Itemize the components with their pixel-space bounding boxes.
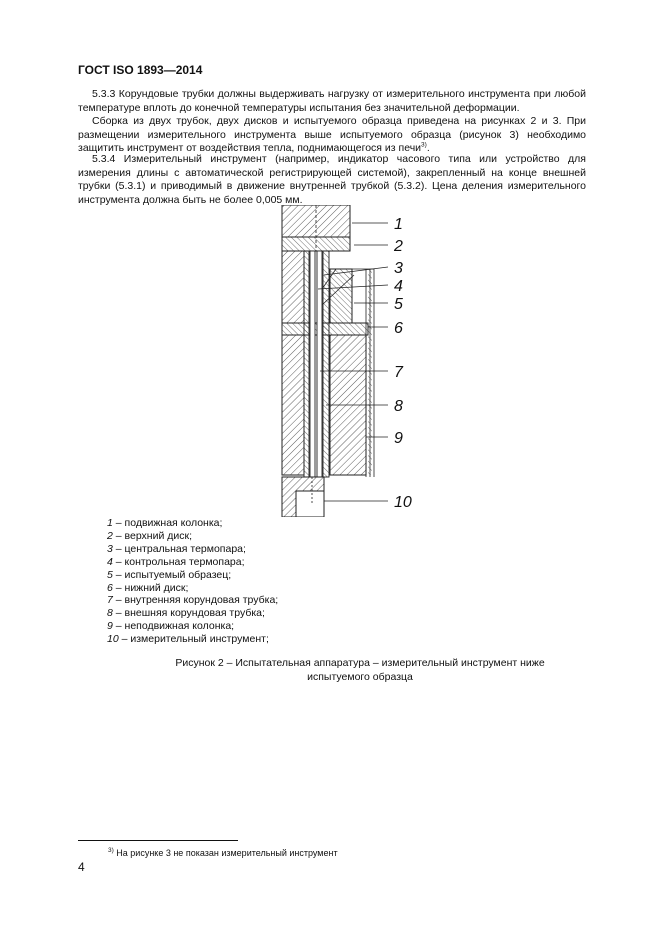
legend-item: 1 – подвижная колонка; [107, 517, 223, 529]
figure-label-5: 5 [394, 296, 403, 313]
apparatus-diagram [270, 205, 430, 517]
legend-item: 10 – измерительный инструмент; [107, 633, 269, 646]
footnote-divider [78, 840, 238, 841]
figure-label-10: 10 [394, 494, 412, 511]
measuring-instrument [296, 491, 324, 517]
legend-item: 5 – испытуемый образец; [107, 568, 232, 581]
inner-tube-wall [317, 251, 322, 477]
figure-label-1: 1 [394, 216, 403, 233]
legend-item: 8 – внешняя корундовая трубка; [107, 607, 265, 620]
fixed-column-left [282, 335, 304, 475]
test-specimen [330, 269, 352, 323]
figure-label-4: 4 [394, 278, 403, 295]
figure-label-3: 3 [394, 260, 403, 277]
figure-label-6: 6 [394, 320, 403, 337]
footnote-ref[interactable]: 3) [421, 141, 427, 149]
caption-line: Рисунок 2 – Испытательная аппаратура – измерительный инструмент ниже [175, 657, 545, 669]
caption-line: испытуемого образца [307, 670, 413, 683]
paragraph-text: 5.3.3 Корундовые трубки должны выдерживать нагрузку от измерительного инструмента при любой температуре вплоть до конечной температуры испытания без значительной деформации. [78, 88, 586, 114]
paragraph-5-3-4 [78, 153, 586, 207]
figure-label-7: 7 [394, 364, 403, 381]
footnote [108, 848, 338, 858]
legend-item: 9 – неподвижная колонка; [107, 620, 235, 633]
inner-tube [310, 251, 315, 477]
legend-item: 4 – контрольная термопара; [107, 555, 245, 568]
page-number: 4 [78, 860, 85, 874]
outer-tube-wall [323, 251, 329, 477]
figure-label-9: 9 [394, 430, 403, 447]
legend-item: 2 – верхний диск; [107, 529, 192, 542]
left-housing [282, 251, 304, 323]
footnote-text: На рисунке 3 не показан измерительный инструмент [113, 848, 338, 858]
figure-caption [100, 657, 620, 684]
paragraph-text: 5.3.4 Измерительный инструмент (например, индикатор часового типа или устройство для измерения длины с автоматической регистрирующей системой), закрепленный на конце внешней трубки (5.3.1) и приводимый в движение внутренней трубкой (5.3.2). Цена деления измерительного инструмента должна быть не более 0,005 мм. [78, 153, 586, 206]
document-header: ГОСТ ISO 1893—2014 [78, 63, 203, 77]
upper-disk [282, 237, 350, 251]
figure-label-2: 2 [394, 238, 403, 255]
legend-item: 6 – нижний диск; [107, 581, 189, 594]
paragraph-5-3-3 [78, 88, 586, 115]
figure-legend [107, 517, 278, 646]
legend-item: 3 – центральная термопара; [107, 542, 246, 555]
paragraph-assembly: Сборка из двух трубок, двух дисков и испытуемого образца приведена на рисунках 2 и 3. При размещении измерительного инструмента выше испытуемого образца (рисунок 3) необходимо защитить инструмент от воздействия тепла, поднимающегося из печи$^{3)}$. [78, 115, 586, 154]
figure-label-8: 8 [394, 398, 403, 415]
paragraph-text: Сборка из двух трубок, двух дисков и испытуемого образца приведена на рисунках 2 и 3. При размещении измерительного инструмента выше испытуемого образца (рисунок 3) необходимо защитить инструмент от воздействия тепла, поднимающегося из печи [78, 115, 586, 154]
legend-item: 7 – внутренняя корундовая трубка; [107, 594, 279, 607]
footnote-mark: 3) [108, 847, 114, 854]
outer-tube [304, 251, 309, 477]
